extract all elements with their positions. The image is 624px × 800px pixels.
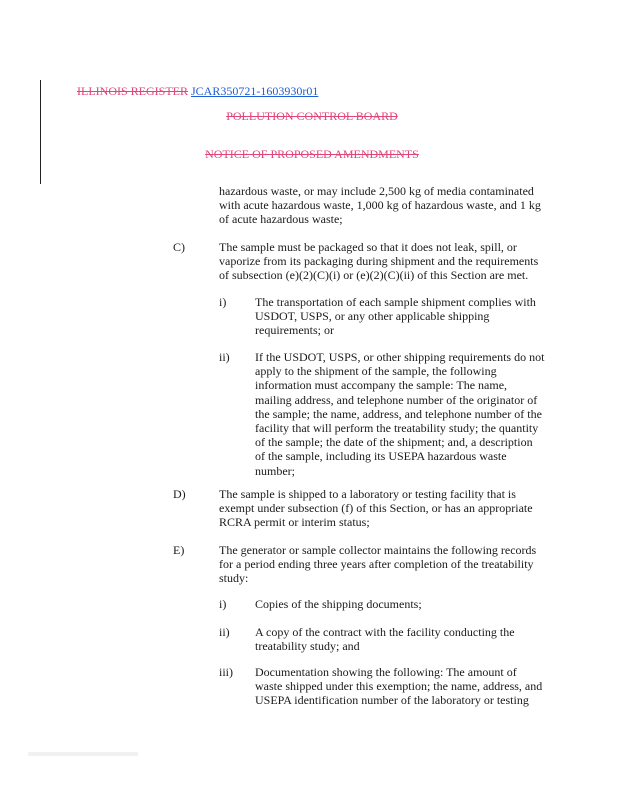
item-c-label: C): [173, 240, 185, 254]
item-c-i-label: i): [219, 295, 227, 309]
notice-header: NOTICE OF PROPOSED AMENDMENTS: [205, 147, 419, 161]
item-e-label: E): [173, 543, 185, 557]
item-c-ii-text: If the USDOT, USPS, or other shipping requirements do not apply to the shipment of the sample, the following information must accompany the sample: The name, mailing address, and telephone number of the originator of the sample; the name, address, and telephone number of the facility that will perform the treatability study; the quantity of the sample; the date of the shipment; and, a description of the sample, including its USEPA hazardous waste number;: [255, 350, 545, 478]
item-d-text: The sample is shipped to a laboratory or testing facility that is exempt under subsection (f) of this Section, or has an appropriate RCRA permit or interim status;: [219, 487, 533, 530]
item-e-text: The generator or sample collector maintains the following records for a period ending three years after completion of the treatability study:: [219, 543, 537, 586]
board-header: POLLUTION CONTROL BOARD: [226, 109, 398, 123]
item-e-ii-text: A copy of the contract with the facility conducting the treatability study; and: [255, 625, 515, 654]
item-c-ii-label: ii): [219, 350, 230, 364]
revision-bar: [40, 80, 41, 184]
item-e-i-text: Copies of the shipping documents;: [255, 597, 422, 611]
item-c-text: The sample must be packaged so that it does not leak, spill, or vaporize from its packaging during shipment and the requirements of subsection (e)(2)(C)(i) or (e)(2)(C)(ii) of this Section are met.: [219, 240, 539, 283]
item-e-ii-label: ii): [219, 625, 230, 639]
item-e-iii-label: iii): [219, 665, 233, 679]
register-title-deleted: ILLINOIS REGISTER: [77, 84, 188, 98]
item-e-i-label: i): [219, 597, 227, 611]
item-e-iii-text: Documentation showing the following: The amount of waste shipped under this exemption; the name, address, and USEPA identification number of the laboratory or testing: [255, 665, 543, 708]
scan-artifact: [28, 752, 138, 756]
register-header: [77, 84, 318, 99]
continuation-paragraph: hazardous waste, or may include 2,500 kg of media contaminated with acute hazardous waste, 1,000 kg of hazardous waste, and 1 kg of acute hazardous waste;: [219, 184, 541, 227]
item-c-i-text: The transportation of each sample shipment complies with USDOT, USPS, or any other applicable shipping requirements; or: [255, 295, 536, 338]
item-d-label: D): [173, 487, 186, 501]
register-id-inserted: JCAR350721-1603930r01: [191, 84, 319, 98]
